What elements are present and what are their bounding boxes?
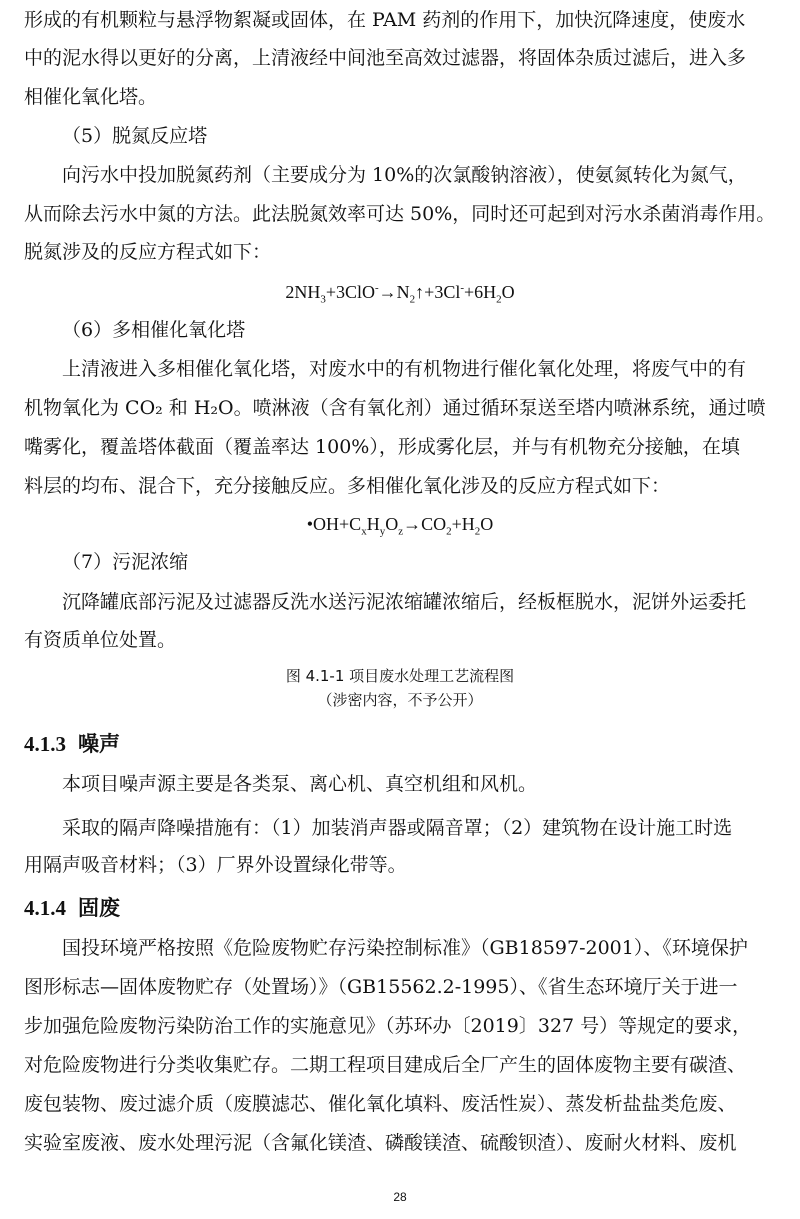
paragraph-line: 采取的隔声降噪措施有：（1）加装消声器或隔音罩；（2）建筑物在设计施工时选	[62, 817, 733, 839]
figure-caption: 图 4.1-1 项目废水处理工艺流程图	[285, 667, 515, 685]
paragraph-line: 相催化氧化塔。	[24, 86, 158, 108]
paragraph-line: 上清液进入多相催化氧化塔，对废水中的有机物进行催化氧化处理，将废气中的有	[62, 358, 747, 380]
paragraph-line: 步加强危险废物污染防治工作的实施意见》（苏环办〔2019〕327 号）等规定的要求，	[24, 1015, 752, 1037]
paragraph-line: 国投环境严格按照《危险废物贮存污染控制标准》（GB18597-2001）、《环境保护	[62, 937, 748, 959]
paragraph-line: 机物氧化为 CO₂ 和 H₂O。喷淋液（含有氧化剂）通过循环泵送至塔内喷淋系统，通过喷	[24, 397, 766, 419]
paragraph-line: 本项目噪声源主要是各类泵、离心机、真空机组和风机。	[62, 773, 538, 795]
section-title: 噪声	[78, 732, 120, 756]
paragraph-line: 嘴雾化，覆盖塔体截面（覆盖率达 100%），形成雾化层，并与有机物充分接触，在填	[24, 436, 740, 458]
subsection-title: （5）脱氮反应塔	[62, 125, 208, 147]
paragraph-line: 向污水中投加脱氮药剂（主要成分为 10%的次氯酸钠溶液），使氨氮转化为氮气，	[62, 164, 747, 186]
section-number: 4.1.3	[24, 732, 66, 756]
subsection-title: （6）多相催化氧化塔	[62, 319, 246, 341]
paragraph-line: 中的泥水得以更好的分离，上清液经中间池至高效过滤器，将固体杂质过滤后，进入多	[24, 47, 747, 69]
paragraph-line: 废包装物、废过滤介质（废膜滤芯、催化氧化填料、废活性炭）、蒸发析盐盐类危废、	[24, 1093, 737, 1115]
section-heading	[24, 894, 120, 922]
paragraph-line: 料层的均布、混合下，充分接触反应。多相催化氧化涉及的反应方程式如下：	[24, 475, 671, 497]
reaction-equation: $•OH+C_xH_yO_z\to CO_2+H_2O$	[306, 514, 494, 538]
paragraph-line: 沉降罐底部污泥及过滤器反洗水送污泥浓缩罐浓缩后，经板框脱水，泥饼外运委托	[62, 591, 747, 613]
paragraph-line: 从而除去污水中氮的方法。此法脱氮效率可达 50%，同时还可起到对污水杀菌消毒作用。	[24, 203, 776, 225]
subsection-title: （7）污泥浓缩	[62, 551, 189, 573]
section-number: 4.1.4	[24, 896, 66, 920]
page-number: 28	[393, 1190, 407, 1204]
figure-note: （涉密内容，不予公开）	[317, 691, 483, 709]
section-heading	[24, 730, 120, 758]
section-title: 固废	[78, 896, 120, 920]
paragraph-line: 用隔声吸音材料；（3）厂界外设置绿化带等。	[24, 854, 407, 876]
paragraph-line: 图形标志—固体废物贮存（处置场）》（GB15562.2-1995）、《省生态环境厅关于进一	[24, 976, 738, 998]
paragraph-line: 对危险废物进行分类收集贮存。二期工程项目建成后全厂产生的固体废物主要有碳渣、	[24, 1054, 747, 1076]
paragraph-line: 形成的有机颗粒与悬浮物絮凝或固体，在 PAM 药剂的作用下，加快沉降速度，使废水	[24, 9, 746, 31]
paragraph-line: 脱氮涉及的反应方程式如下：	[24, 241, 272, 263]
reaction-equation: $2NH_3+3ClO^-\to N_2↑+3Cl^-+6H_2O$	[285, 282, 515, 306]
paragraph-line: 有资质单位处置。	[24, 629, 177, 651]
paragraph-line: 实验室废液、废水处理污泥（含氟化镁渣、磷酸镁渣、硫酸钡渣）、废耐火材料、废机	[24, 1132, 737, 1154]
